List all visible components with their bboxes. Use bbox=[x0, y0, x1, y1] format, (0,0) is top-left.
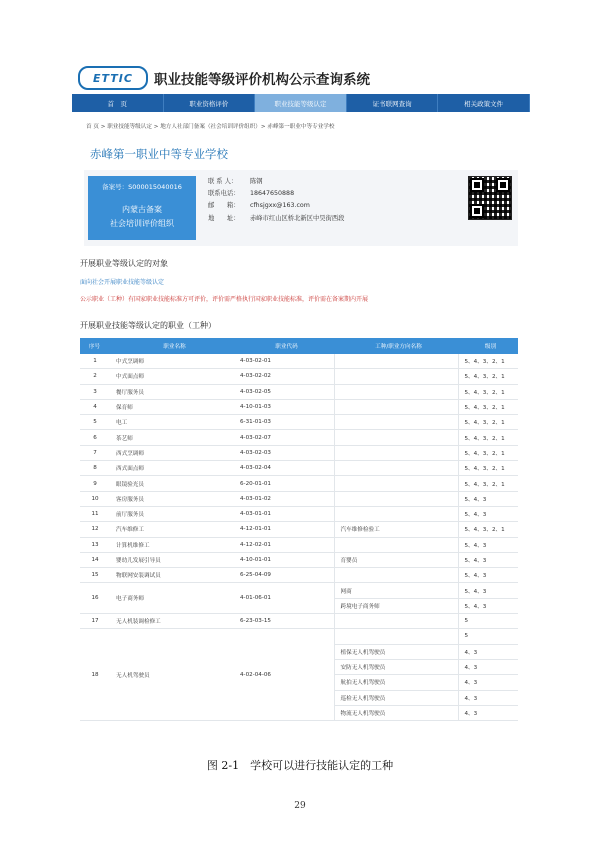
row-level: 5、4、3、2、1 bbox=[458, 522, 518, 537]
occupation-table bbox=[80, 338, 518, 721]
table-row bbox=[80, 461, 518, 476]
row-subtype bbox=[334, 354, 458, 369]
row-name: 客房服务员 bbox=[110, 491, 234, 506]
row-level: 5、4、3、2、1 bbox=[458, 430, 518, 445]
row-no: 5 bbox=[80, 415, 110, 430]
row-subtype bbox=[334, 537, 458, 552]
row-no: 7 bbox=[80, 445, 110, 460]
row-level: 5 bbox=[458, 629, 518, 644]
row-subtype bbox=[334, 369, 458, 384]
row-name: 汽车维修工 bbox=[110, 522, 234, 537]
row-no: 17 bbox=[80, 614, 110, 629]
row-name: 餐厅服务员 bbox=[110, 384, 234, 399]
ettic-logo: ETTIC bbox=[78, 66, 148, 90]
row-no: 13 bbox=[80, 537, 110, 552]
row-code: 4-03-02-04 bbox=[234, 461, 334, 476]
contact-person: 联 系 人： 陈钢 bbox=[208, 178, 263, 185]
row-level: 5、4、3 bbox=[458, 583, 518, 598]
row-level: 5、4、3、2、1 bbox=[458, 354, 518, 369]
row-code: 6-31-01-03 bbox=[234, 415, 334, 430]
row-subtype bbox=[334, 384, 458, 399]
row-level: 5、4、3、2、1 bbox=[458, 415, 518, 430]
screenshot-panel bbox=[72, 58, 530, 748]
row-code: 4-01-06-01 bbox=[234, 583, 334, 614]
nav-skill-certification[interactable]: 职业技能等级认定 bbox=[255, 94, 347, 112]
row-level: 5、4、3 bbox=[458, 491, 518, 506]
table-header-row bbox=[80, 338, 518, 354]
row-no: 15 bbox=[80, 568, 110, 583]
row-no: 10 bbox=[80, 491, 110, 506]
badge-line2: 社会培训评价组织 bbox=[110, 219, 174, 228]
table-row bbox=[80, 568, 518, 583]
row-name: 西式烹调师 bbox=[110, 445, 234, 460]
row-code: 4-12-02-01 bbox=[234, 537, 334, 552]
row-name: 眼镜验光员 bbox=[110, 476, 234, 491]
figure-caption: 图 2-1 学校可以进行技能认定的工种 bbox=[206, 759, 394, 772]
row-subtype bbox=[334, 568, 458, 583]
row-name: 无人机驾驶员 bbox=[110, 629, 234, 721]
row-no: 18 bbox=[80, 629, 110, 721]
section-occupations-title: 开展职业技能等级认定的职业（工种） bbox=[80, 321, 216, 330]
row-code: 4-03-02-05 bbox=[234, 384, 334, 399]
table-row bbox=[80, 583, 518, 598]
row-subtype: 网商 bbox=[334, 583, 458, 598]
breadcrumb[interactable]: 首 页 > 职业技能等级认定 > 地方人社部门备案（社会培训评价组织）> 赤峰第一职业中等专业学校 bbox=[86, 124, 335, 130]
table-row bbox=[80, 614, 518, 629]
row-no: 1 bbox=[80, 354, 110, 369]
table-row bbox=[80, 537, 518, 552]
row-name: 前厅服务员 bbox=[110, 506, 234, 521]
table-row bbox=[80, 629, 518, 644]
section-target-title: 开展职业等级认定的对象 bbox=[80, 259, 168, 268]
row-subtype: 植保无人机驾驶员 bbox=[334, 644, 458, 659]
table-row bbox=[80, 354, 518, 369]
row-level: 4、3 bbox=[458, 675, 518, 690]
table-row bbox=[80, 369, 518, 384]
row-code: 4-03-02-03 bbox=[234, 445, 334, 460]
row-code: 4-12-01-01 bbox=[234, 522, 334, 537]
row-subtype: 巡检无人机驾驶员 bbox=[334, 690, 458, 705]
row-no: 9 bbox=[80, 476, 110, 491]
row-name: 电子商务师 bbox=[110, 583, 234, 614]
row-name: 中式烹调师 bbox=[110, 354, 234, 369]
row-code: 4-03-01-02 bbox=[234, 491, 334, 506]
page-number: 29 bbox=[294, 801, 306, 811]
row-name: 中式面点师 bbox=[110, 369, 234, 384]
row-level: 5、4、3、2、1 bbox=[458, 399, 518, 414]
row-name: 电工 bbox=[110, 415, 234, 430]
row-level: 4、3 bbox=[458, 644, 518, 659]
system-title: 职业技能等级评价机构公示查询系统 bbox=[154, 72, 370, 88]
row-no: 16 bbox=[80, 583, 110, 614]
table-row bbox=[80, 506, 518, 521]
row-level: 5、4、3 bbox=[458, 598, 518, 613]
row-level: 5、4、3、2、1 bbox=[458, 461, 518, 476]
header-name: 职业名称 bbox=[110, 338, 234, 354]
row-subtype bbox=[334, 614, 458, 629]
row-level: 5、4、3 bbox=[458, 537, 518, 552]
row-level: 4、3 bbox=[458, 705, 518, 720]
row-name: 计算机维修工 bbox=[110, 537, 234, 552]
nav-qualification[interactable]: 职业资格评价 bbox=[164, 94, 256, 112]
record-badge bbox=[88, 176, 196, 240]
row-subtype: 跨境电子商务师 bbox=[334, 598, 458, 613]
row-code: 6-25-04-09 bbox=[234, 568, 334, 583]
badge-line1: 内蒙古备案 bbox=[122, 205, 162, 214]
row-level: 5、4、3 bbox=[458, 506, 518, 521]
row-no: 12 bbox=[80, 522, 110, 537]
row-code: 4-02-04-06 bbox=[234, 629, 334, 721]
row-level: 5、4、3 bbox=[458, 568, 518, 583]
row-subtype bbox=[334, 399, 458, 414]
row-subtype bbox=[334, 445, 458, 460]
row-level: 5 bbox=[458, 614, 518, 629]
row-level: 5、4、3、2、1 bbox=[458, 384, 518, 399]
table-row bbox=[80, 476, 518, 491]
row-no: 3 bbox=[80, 384, 110, 399]
header-code: 职业代码 bbox=[234, 338, 334, 354]
table-row bbox=[80, 491, 518, 506]
row-subtype: 安防无人机驾驶员 bbox=[334, 659, 458, 674]
row-code: 4-10-01-03 bbox=[234, 399, 334, 414]
row-name: 婴幼儿发展引导员 bbox=[110, 552, 234, 567]
contact-info bbox=[208, 176, 344, 225]
row-no: 6 bbox=[80, 430, 110, 445]
row-name: 西式面点师 bbox=[110, 461, 234, 476]
row-subtype: 航拍无人机驾驶员 bbox=[334, 675, 458, 690]
row-no: 11 bbox=[80, 506, 110, 521]
row-no: 2 bbox=[80, 369, 110, 384]
row-subtype bbox=[334, 506, 458, 521]
row-level: 5、4、3、2、1 bbox=[458, 369, 518, 384]
contact-email: 邮 箱： cfhsjgxx@163.com bbox=[208, 202, 310, 210]
row-subtype bbox=[334, 476, 458, 491]
site-header bbox=[78, 64, 370, 92]
table-row bbox=[80, 430, 518, 445]
record-number: 备案号：S000015040016 bbox=[102, 183, 182, 191]
school-name: 赤峰第一职业中等专业学校 bbox=[90, 147, 228, 161]
row-name: 物联网安装调试员 bbox=[110, 568, 234, 583]
table-row bbox=[80, 445, 518, 460]
row-no: 8 bbox=[80, 461, 110, 476]
row-level: 4、3 bbox=[458, 659, 518, 674]
table-row bbox=[80, 399, 518, 414]
row-level: 5、4、3、2、1 bbox=[458, 476, 518, 491]
row-code: 4-03-02-07 bbox=[234, 430, 334, 445]
table-row bbox=[80, 522, 518, 537]
header-subtype: 工种/职业方向名称 bbox=[334, 338, 458, 354]
contact-address: 地 址： 赤峰市红山区桥北新区中昊街西段 bbox=[208, 214, 345, 222]
table-row bbox=[80, 384, 518, 399]
row-subtype bbox=[334, 629, 458, 644]
row-no: 14 bbox=[80, 552, 110, 567]
contact-phone: 联系电话： 18647650888 bbox=[208, 190, 295, 198]
row-subtype: 物流无人机驾驶员 bbox=[334, 705, 458, 720]
warning-text: 公示职业（工种）有国家职业技能标准方可评价，评价需严格执行国家职业技能标准，评价需在备案期内开展 bbox=[80, 296, 369, 303]
info-box bbox=[84, 170, 518, 246]
row-subtype: 育婴员 bbox=[334, 552, 458, 567]
table-row bbox=[80, 415, 518, 430]
table-row bbox=[80, 552, 518, 567]
top-nav bbox=[72, 94, 530, 112]
header-no: 序号 bbox=[80, 338, 110, 354]
nav-certificate-query[interactable]: 证书联网查询 bbox=[347, 94, 439, 112]
qr-code-icon bbox=[468, 176, 512, 220]
row-level: 5、4、3、2、1 bbox=[458, 445, 518, 460]
row-level: 5、4、3 bbox=[458, 552, 518, 567]
row-subtype: 汽车维修检验工 bbox=[334, 522, 458, 537]
row-name: 保育师 bbox=[110, 399, 234, 414]
row-name: 茶艺师 bbox=[110, 430, 234, 445]
row-no: 4 bbox=[80, 399, 110, 414]
row-subtype bbox=[334, 430, 458, 445]
section-target-subtitle: 面向社会开展职业技能等级认定 bbox=[80, 279, 165, 286]
row-subtype bbox=[334, 415, 458, 430]
row-code: 4-03-02-02 bbox=[234, 369, 334, 384]
row-code: 4-10-01-01 bbox=[234, 552, 334, 567]
row-code: 6-23-03-15 bbox=[234, 614, 334, 629]
nav-policy-docs[interactable]: 相关政策文件 bbox=[438, 94, 530, 112]
row-code: 6-20-01-01 bbox=[234, 476, 334, 491]
row-subtype bbox=[334, 491, 458, 506]
header-level: 级别 bbox=[458, 338, 518, 354]
row-code: 4-03-01-01 bbox=[234, 506, 334, 521]
nav-home[interactable]: 首 页 bbox=[72, 94, 164, 112]
row-name: 无人机装调检修工 bbox=[110, 614, 234, 629]
row-code: 4-03-02-01 bbox=[234, 354, 334, 369]
row-subtype bbox=[334, 461, 458, 476]
row-level: 4、3 bbox=[458, 690, 518, 705]
